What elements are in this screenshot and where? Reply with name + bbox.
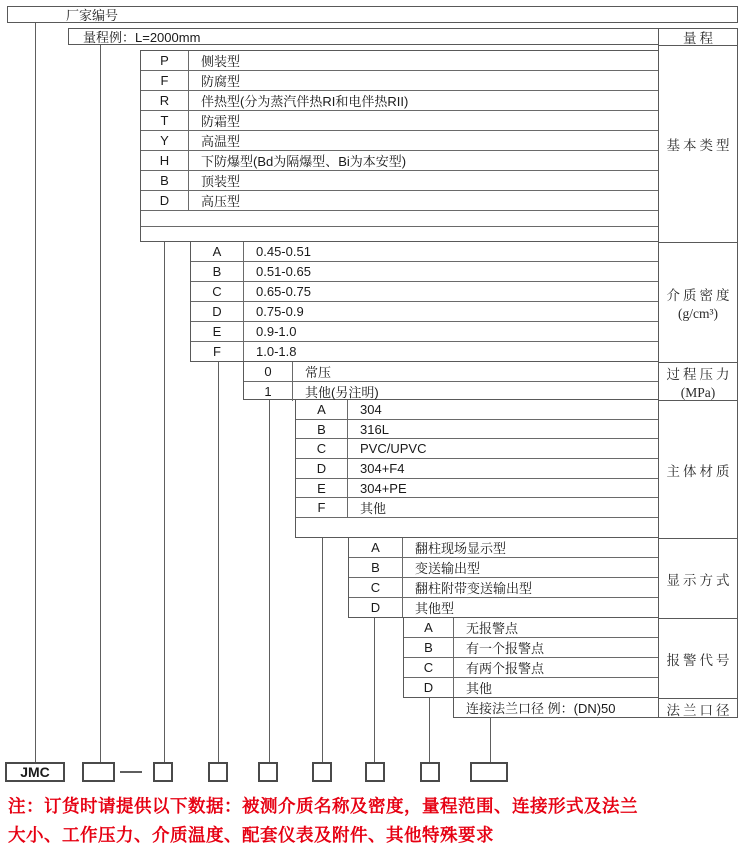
category-label-subtext: (MPa) [680, 384, 716, 400]
category-label [659, 243, 737, 363]
model-code-box [82, 762, 115, 782]
category-label-text: 量程 [683, 31, 716, 46]
option-code: D [141, 191, 189, 210]
option-description: 高温型 [201, 134, 241, 149]
category-label [659, 29, 737, 46]
option-code: E [191, 322, 244, 341]
category-label [659, 539, 737, 619]
ordering-note [8, 792, 748, 845]
table-row [404, 678, 658, 697]
category-label-text: 基本类型 [666, 138, 733, 153]
option-code: A [349, 538, 403, 557]
category-label [659, 46, 737, 243]
connector-line [100, 45, 101, 762]
model-code-box [470, 762, 508, 782]
option-description: 翻柱附带变送输出型 [415, 581, 533, 596]
table-row [191, 322, 658, 342]
option-code: 0 [244, 362, 293, 381]
option-code: R [141, 91, 189, 110]
table-row [191, 282, 658, 302]
option-code: A [296, 400, 348, 419]
section-basic-type [140, 50, 658, 242]
table-row [296, 420, 658, 440]
category-label-column [658, 28, 738, 718]
option-description: 其他 [360, 501, 387, 517]
table-row [141, 51, 658, 71]
option-code: H [141, 151, 189, 170]
option-description: 304+F4 [360, 460, 405, 476]
range-row [68, 28, 658, 45]
table-row [191, 342, 658, 361]
table-row [296, 459, 658, 479]
option-description: 翻柱现场显示型 [415, 541, 507, 556]
option-description: 0.75-0.9 [256, 304, 304, 319]
option-code: F [191, 342, 244, 361]
option-code: C [349, 578, 403, 597]
factory-number-row [7, 6, 738, 23]
table-row [141, 111, 658, 131]
option-description: 变送输出型 [415, 561, 481, 576]
option-description: 其他 [466, 681, 493, 696]
option-description: 0.45-0.51 [256, 244, 311, 259]
table-row [141, 211, 658, 227]
option-description: 有两个报警点 [466, 661, 545, 676]
option-description: 304+PE [360, 480, 407, 496]
option-code: A [404, 618, 454, 637]
option-description: 304 [360, 401, 382, 417]
option-code: 1 [244, 382, 293, 401]
connector-line [429, 698, 430, 762]
option-code: D [191, 302, 244, 321]
connector-line [374, 618, 375, 762]
model-code-box [258, 762, 278, 782]
option-code: B [349, 558, 403, 577]
table-row [404, 618, 658, 638]
option-description: 下防爆型(Bd为隔爆型、Bi为本安型) [201, 154, 407, 169]
connector-line [218, 362, 219, 762]
option-code: F [296, 498, 348, 517]
connector-line [490, 718, 491, 762]
option-code: C [404, 658, 454, 677]
category-label-text: 主体材质 [666, 463, 733, 479]
option-code: B [191, 262, 244, 281]
option-description: 防腐型 [201, 74, 241, 89]
option-code: Y [141, 131, 189, 150]
option-code: B [141, 171, 189, 190]
option-code: P [141, 51, 189, 70]
table-row [191, 302, 658, 322]
table-row [141, 151, 658, 171]
table-row [349, 578, 658, 598]
table-row [141, 131, 658, 151]
model-code-box [153, 762, 173, 782]
option-description: 其他(另注明) [305, 385, 379, 400]
section-medium-density [190, 242, 658, 362]
section-body-material [295, 400, 658, 538]
model-code-box [208, 762, 228, 782]
option-description: 伴热型(分为蒸汽伴热RI和电伴热RII) [201, 94, 409, 109]
section-process-pressure [243, 362, 658, 400]
section-alarm-code [403, 618, 658, 698]
table-row [141, 227, 658, 242]
category-label-text: 报警代号 [666, 652, 733, 668]
option-description: 1.0-1.8 [256, 344, 297, 359]
flange-row [453, 698, 658, 718]
category-label-text: 显示方式 [666, 572, 733, 588]
option-description: 高压型 [201, 194, 241, 209]
option-code: T [141, 111, 189, 130]
model-prefix-box: JMC [5, 762, 65, 782]
option-description: PVC/UPVC [360, 441, 427, 457]
connector-line [164, 242, 165, 762]
category-label [659, 699, 737, 719]
category-label-text: 介质密度 [666, 287, 733, 303]
flange-label: 连接法兰口径 例：(DN)50 [466, 701, 616, 716]
connector-line [35, 23, 36, 762]
table-row [349, 598, 658, 617]
table-row [141, 191, 658, 211]
ordering-note-line2: 大小、工作压力、介质温度、配套仪表及附件、其他特殊要求 [8, 825, 494, 845]
table-row [244, 382, 658, 401]
table-row [404, 658, 658, 678]
table-row [141, 91, 658, 111]
option-code: B [404, 638, 454, 657]
option-code: B [296, 420, 348, 439]
category-label-text: 法兰口径 [666, 703, 733, 718]
model-code-box [312, 762, 332, 782]
connector-line [269, 400, 270, 762]
option-description: 常压 [305, 365, 332, 380]
table-row [296, 439, 658, 459]
factory-number-label: 厂家编号 [66, 8, 119, 23]
option-code: C [191, 282, 244, 301]
option-description: 防霜型 [201, 114, 241, 129]
table-row [191, 242, 658, 262]
option-description: 其他型 [415, 601, 455, 616]
ordering-note-line1: 注：订货时请提供以下数据：被测介质名称及密度，量程范围、连接形式及法兰 [8, 796, 638, 816]
section-display-mode [348, 538, 658, 618]
model-code-separator [120, 771, 142, 773]
table-row [349, 558, 658, 578]
connector-line [322, 538, 323, 762]
option-description: 316L [360, 421, 389, 437]
table-row [244, 362, 658, 382]
option-description: 无报警点 [466, 621, 519, 636]
option-description: 顶装型 [201, 174, 241, 189]
category-label [659, 363, 737, 401]
option-code: D [404, 678, 454, 697]
table-row [191, 262, 658, 282]
option-description: 0.51-0.65 [256, 264, 311, 279]
table-row [296, 400, 658, 420]
category-label [659, 619, 737, 699]
category-label-subtext: (g/cm³) [677, 305, 719, 321]
table-row [296, 498, 658, 518]
option-code: E [296, 479, 348, 498]
model-code-box [420, 762, 440, 782]
option-description: 侧装型 [201, 54, 241, 69]
option-description: 有一个报警点 [466, 641, 545, 656]
range-label: 量程例：L=2000mm [83, 30, 201, 45]
table-row [404, 638, 658, 658]
model-code-box [365, 762, 385, 782]
option-code: D [349, 598, 403, 617]
option-code: D [296, 459, 348, 478]
table-row [141, 171, 658, 191]
table-row [296, 479, 658, 499]
table-row [141, 71, 658, 91]
option-description: 0.65-0.75 [256, 284, 311, 299]
option-code: C [296, 439, 348, 458]
option-code: F [141, 71, 189, 90]
option-description: 0.9-1.0 [256, 324, 297, 339]
table-row [349, 538, 658, 558]
category-label [659, 401, 737, 539]
table-row [296, 518, 658, 537]
option-code: A [191, 242, 244, 261]
category-label-text: 过程压力 [666, 366, 733, 382]
